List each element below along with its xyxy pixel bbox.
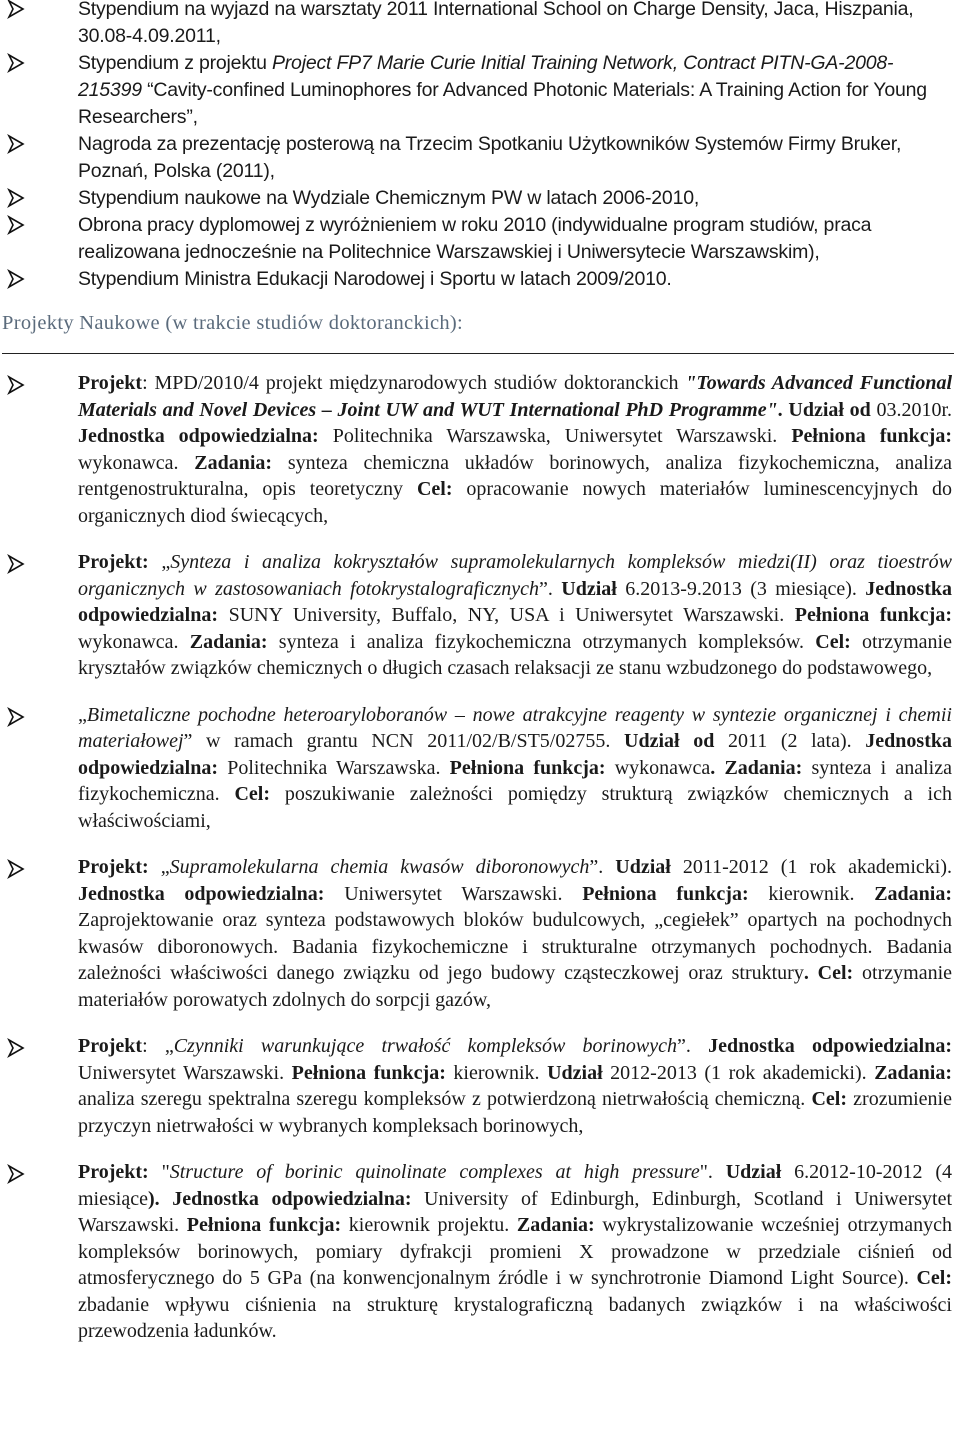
project-text: „ [78,703,87,726]
project-text: Udział od [788,398,871,421]
project-text: wykonawca. [78,630,190,653]
project-text: Projekt: [78,856,149,878]
project-text: . Cel: [803,962,854,984]
project-text: Jednostka odpowiedzialna: [78,425,319,447]
project-text: Pełniona funkcja: [582,882,749,905]
project-text: Zadania: [516,1214,595,1236]
project-text: 03.2010r. [870,398,952,421]
project-text: wykonawca [605,756,711,779]
project-text: poszukiwanie zależności pomiędzy strukturą związków chemicznych a ich właściwościami, [78,783,952,832]
project-text: Cel: [815,630,851,653]
section-heading: Projekty Naukowe (w trakcie studiów doktoranckich): [2,312,464,334]
project-text: Jednostka odpowiedzialna: [708,1035,952,1057]
project-text: ”. [589,856,616,878]
arrow-bullet-icon [6,131,26,157]
award-text: “Cavity-confined Luminophores for Advanced Photonic Materials: A Training Action for Young Researchers”, [78,79,927,128]
arrow-bullet-icon [6,1161,26,1187]
arrow-bullet-icon [6,50,26,76]
award-item [0,131,960,185]
project-text: University of Edinburgh, Edinburgh, Scotland i Uniwersytet Warszawski. [78,1187,952,1236]
award-item [0,0,960,50]
project-text: ” w ramach grantu NCN 2011/02/B/ST5/02755. [183,730,624,752]
projects-list [0,370,960,1365]
project-text: Zaprojektowanie oraz synteza podstawowych bloków budulcowych, „cegiełek” opartych na pochodnych kwasów diboronowych. Badania fizykochemiczne i strukturalne otrzymanych pochodnych. Badania zależności właściwości danego związku od jego budowy cząsteczkowej oraz struktury [78,909,952,984]
project-text: Structure of borinic quinolinate complexes at high pressure [169,1161,700,1183]
project-text: Pełniona funkcja: [794,604,953,626]
award-text: Project FP7 Marie Curie Initial Training Network, Contract PITN-GA-2008-215399 [78,52,894,101]
arrow-bullet-icon [6,704,26,730]
project-text: synteza chemiczna układów borinowych, analiza fizykochemiczna, analiza rentgenostrukturalna, opis teoretyczny [78,451,952,500]
project-text: Pełniona funkcja: [449,756,606,779]
arrow-bullet-icon [6,856,26,882]
project-text: otrzymanie materiałów porowatych zdolnych do sorpcji gazów, [78,962,953,1011]
arrow-bullet-icon [6,266,26,292]
project-text: ). Jednostka odpowiedzialna: [147,1187,412,1210]
project-text: Supramolekularna chemia kwasów diboronowych [169,856,590,878]
project-text: synteza i analiza fizykochemiczna. [78,756,952,805]
project-text: Pełniona funkcja: [791,425,952,447]
project-text: . Zadania: [710,756,803,779]
project-text: 2011-2012 (1 rok akademicki). [670,856,952,878]
arrow-bullet-icon [6,372,26,398]
project-text: Jednostka odpowiedzialna: [78,577,952,626]
awards-list [0,0,960,293]
project-text: ”. [676,1035,709,1057]
arrow-bullet-icon [6,212,26,238]
award-text: Nagroda za prezentację posterową na Trzecim Spotkaniu Użytkowników Systemów Firmy Bruker, Poznań, Polska (2011), [78,133,902,182]
project-text: " [148,1161,170,1183]
project-item [0,1033,960,1139]
project-text: Politechnika Warszawska, Uniwersytet Warszawski. [318,425,792,447]
project-text: Udział [547,1061,603,1084]
project-text: kierownik. [748,882,875,905]
project-text: Synteza i analiza kokryształów supramolekularnych kompleksów miedzi(II) oraz tioestrów organicznych w zastosowaniach fotokrystalograficznych [78,551,952,600]
project-text: zbadanie wpływu ciśnienia na strukturę krystalograficzną badanych związków i na właściwości przewodzenia ładunków. [78,1293,952,1342]
project-text: . [777,398,789,421]
project-text: wykonawca. [78,451,195,474]
section-divider [2,353,954,354]
project-text: Udział od [624,730,715,752]
project-item [0,702,960,835]
project-item [0,370,960,529]
project-text: „ [148,856,170,878]
project-text: Jednostka odpowiedzialna: [78,882,325,905]
project-text: kierownik. [445,1061,548,1084]
project-text: Jednostka odpowiedzialna: [78,730,952,779]
project-text: Zadania: [194,451,273,474]
project-text: Politechnika Warszawska. [218,756,450,779]
project-text: Uniwersytet Warszawski. [78,1061,292,1084]
project-text: Uniwersytet Warszawski. [324,882,583,905]
project-text: Zadania: [189,630,268,653]
project-item [0,854,960,1013]
project-text: wykrystalizowanie wcześniej otrzymanych kompleksów borinowych, pomiary dyfrakcji promieni X prowadzone w przedziale ciśnień od atmosferycznego do 5 GPa (na konwencjonalnym źródle i w synchrotronie Diamond Light Source). [78,1214,952,1289]
arrow-bullet-icon [6,1035,26,1061]
project-text: ". [699,1161,726,1183]
award-text: Stypendium z projektu [78,52,272,74]
award-text: Obrona pracy dyplomowej z wyróżnieniem w roku 2010 (indywidualne program studiów, praca realizowana jednocześnie na Politechnice Warszawskiej i Uniwersytecie Warszawskim), [78,214,872,263]
award-text: Stypendium Ministra Edukacji Narodowej i Sportu w latach 2009/2010. [78,268,672,290]
project-text: Bimetaliczne pochodne heteroaryloboranów – nowe atrakcyjne reagenty w syntezie organicznej i chemii materiałowej [78,703,952,752]
project-text: Udział [561,577,617,600]
project-text: Cel: [916,1267,952,1289]
project-text: 6.2012-10-2012 (4 miesiące [78,1161,952,1210]
arrow-bullet-icon [6,551,26,577]
project-text: ”. [539,577,562,600]
project-text: Projekt: [78,551,149,573]
project-text: Projekt [78,1035,143,1057]
project-text: otrzymanie kryształów związków chemicznych o długich czasach relaksacji ze stanu wzbudzonego do podstawowego, [78,630,952,679]
award-item [0,185,960,212]
project-text: kierownik projektu. [341,1214,517,1236]
project-text: 2011 (2 lata). [714,730,866,752]
project-text: Udział [615,856,671,878]
award-item [0,266,960,293]
award-item [0,212,960,266]
project-text: SUNY University, Buffalo, NY, USA i Uniwersytet Warszawski. [218,604,795,626]
project-text: Projekt: [78,1161,149,1183]
project-text: Pełniona funkcja: [291,1061,446,1084]
project-item [0,549,960,682]
project-text: 2012-2013 (1 rok akademicki). [602,1061,875,1084]
project-text: analiza szeregu spektralna szeregu kompleksów z potwierdzoną nietrwałością chemiczną. [78,1088,812,1110]
project-text: Zadania: [874,882,953,905]
project-text: „ [148,551,171,573]
project-text: zrozumienie przyczyn nietrwałości w wybranych kompleksach borinowych, [78,1088,952,1137]
project-text: Udział [725,1161,782,1183]
project-text: "Towards Advanced Functional Materials and Novel Devices – Joint UW and WUT International PhD Programme" [78,372,953,421]
project-text: : MPD/2010/4 projekt międzynarodowych studiów doktoranckich [142,372,686,394]
project-text: Cel: [416,478,453,500]
award-text: Stypendium naukowe na Wydziale Chemicznym PW w latach 2006-2010, [78,187,700,209]
project-text: Projekt [78,372,143,394]
project-text: Cel: [234,783,270,805]
arrow-bullet-icon [6,0,26,22]
project-text: Cel: [811,1088,847,1110]
project-item [0,1159,960,1345]
project-text: 6.2013-9.2013 (3 miesiące). [616,577,866,600]
project-text: : „ [142,1035,174,1057]
award-text: Stypendium na wyjazd na warsztaty 2011 International School on Charge Density, Jaca, Hiszpania, 30.08-4.09.2011, [78,0,914,47]
award-item [0,50,960,131]
project-text: Pełniona funkcja: [186,1214,342,1236]
project-text: opracowanie nowych materiałów luminescencyjnych do organicznych diod świecących, [78,478,953,527]
project-text: Zadania: [874,1061,952,1084]
project-text: synteza i analiza fizykochemiczna otrzymanych kompleksów. [267,630,816,653]
project-text: Czynniki warunkujące trwałość kompleksów borinowych [173,1035,677,1057]
arrow-bullet-icon [6,185,26,211]
